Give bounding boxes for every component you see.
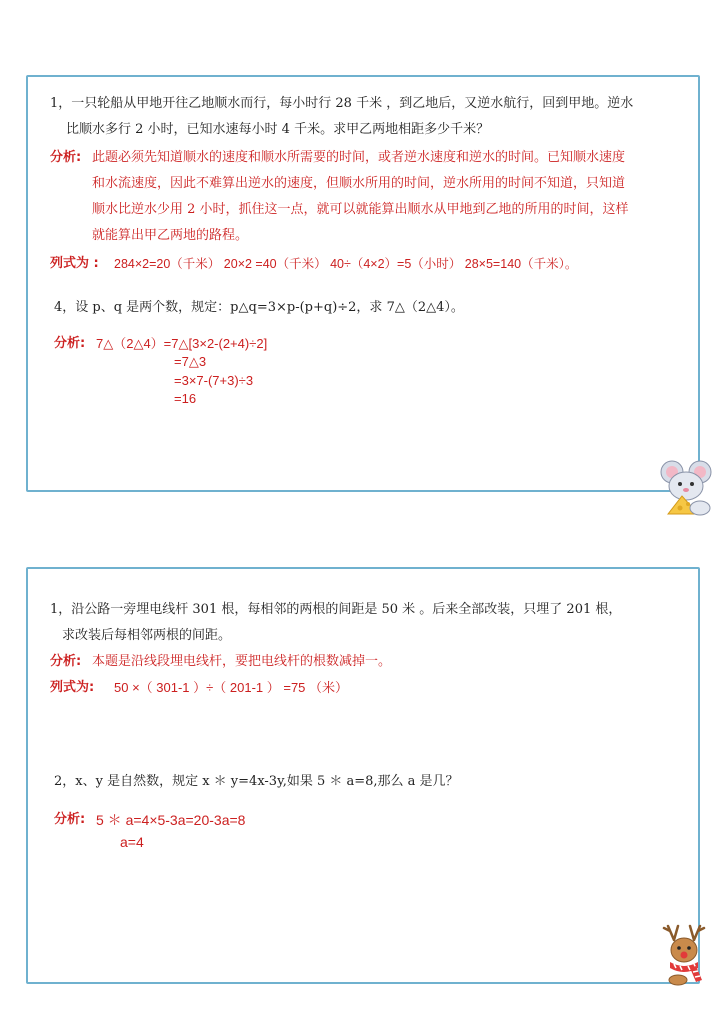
analysis-label: 分析:	[54, 336, 86, 351]
analysis-line-2: 和水流速度，因此不难算出逆水的速度，但顺水所用的时间，逆水所用的时间不知道，只知道	[92, 176, 626, 191]
formula-text: 284×2=20（千米） 20×2 =40（千米） 40÷（4×2）=5（小时） 28×5=140（千米）。	[114, 257, 578, 271]
analysis-line-3: 顺水比逆水少用 2 小时，抓住这一点，就可以就能算出顺水从甲地到乙地的所用的时间，这样	[92, 202, 629, 217]
question-1-line-1: 1，一只轮船从甲地开往乙地顺水而行，每小时行 28 千米 ，到乙地后，又逆水航行，回到甲地。逆水	[50, 96, 634, 111]
step-3: =3×7-(7+3)÷3	[174, 373, 254, 388]
reindeer-with-scarf-icon	[660, 922, 712, 986]
analysis-label: 分析:	[50, 150, 82, 165]
question-1-line-2: 比顺水多行 2 小时，已知水速每小时 4 千米。求甲乙两地相距多少千米？	[66, 122, 490, 137]
step-1: 7△（2△4）=7△[3×2-(2+4)÷2]	[96, 336, 268, 351]
problem-card-1	[26, 75, 700, 492]
question-2: 2，x、y 是自然数，规定 x ＊ y=4x-3y,如果 5 ＊ a=8,那么 a 是几？	[54, 774, 459, 789]
step-1: 5 ＊ a=4×5-3a=20-3a=8	[96, 812, 246, 828]
formula-label: 列式为:	[50, 680, 95, 695]
step-2: =7△3	[174, 354, 207, 369]
analysis-text: 本题是沿线段埋电线杆，要把电线杆的根数减掉一。	[92, 654, 392, 669]
analysis-label: 分析:	[54, 812, 86, 827]
step-4: =16	[174, 391, 197, 406]
problem-card-2	[26, 567, 700, 984]
formula-label: 列式为 :	[50, 256, 99, 271]
question-4: 4，设 p、q 是两个数，规定：p△q=3×p-(p+q)÷2，求 7△（2△4）。	[54, 300, 464, 315]
step-2: a=4	[120, 834, 144, 850]
analysis-label: 分析:	[50, 654, 82, 669]
formula-text: 50 ×（ 301-1 ）÷（ 201-1 ） =75 （米）	[114, 680, 349, 695]
analysis-line-1: 此题必须先知道顺水的速度和顺水所需要的时间，或者逆水速度和逆水的时间。已知顺水速度	[92, 150, 626, 165]
analysis-line-4: 就能算出甲乙两地的路程。	[92, 228, 249, 243]
mouse-with-cheese-icon	[658, 458, 714, 516]
question-1-line-2: 求改装后每相邻两根的间距。	[62, 628, 232, 643]
question-1-line-1: 1，沿公路一旁埋电线杆 301 根，每相邻的两根的间距是 50 米 。后来全部改装，只埋了 201 根，	[50, 602, 622, 617]
